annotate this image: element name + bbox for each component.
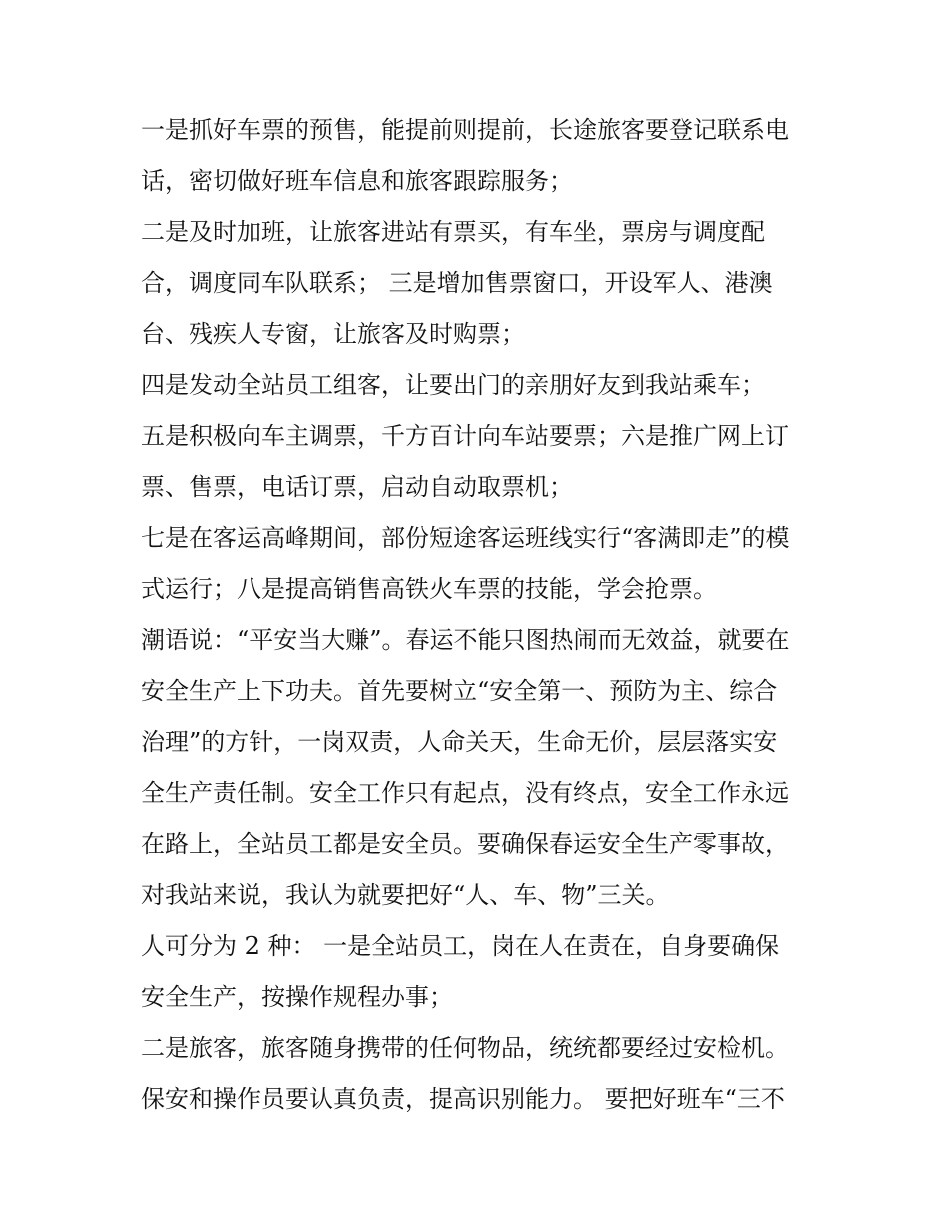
text-line: 四是发动全站员工组客，让要出门的亲朋好友到我站乘车； bbox=[141, 371, 765, 399]
text-line: 在路上，全站员工都是安全员。要确保春运安全生产零事故， bbox=[141, 830, 789, 858]
text-line: 安全生产上下功夫。首先要树立“安全第一、预防为主、综合 bbox=[141, 677, 778, 705]
text-line: 对我站来说，我认为就要把好“人、车、物”三关。 bbox=[141, 881, 670, 909]
text-line: 保安和操作员要认真负责，提高识别能力。 要把好班车“三不 bbox=[141, 1085, 785, 1113]
text-line: 潮语说：“平安当大赚”。春运不能只图热闹而无效益，就要在 bbox=[141, 626, 790, 654]
text-line: 七是在客运高峰期间，部份短途客运班线实行“客满即走”的模 bbox=[141, 524, 790, 552]
text-line: 五是积极向车主调票，千方百计向车站要票；六是推广网上订 bbox=[141, 422, 789, 450]
text-line: 票、售票，电话订票，启动自动取票机； bbox=[141, 473, 573, 501]
text-line: 一是抓好车票的预售，能提前则提前，长途旅客要登记联系电 bbox=[141, 116, 789, 144]
text-line: 安全生产，按操作规程办事； bbox=[141, 983, 453, 1011]
text-line: 全生产责任制。安全工作只有起点，没有终点，安全工作永远 bbox=[141, 779, 789, 807]
text-line: 合，调度同车队联系； 三是增加售票窗口，开设军人、港澳 bbox=[141, 269, 773, 297]
text-line: 人可分为 2 种： 一是全站员工，岗在人在责在，自身要确保 bbox=[141, 932, 780, 960]
text-line: 话，密切做好班车信息和旅客跟踪服务； bbox=[141, 167, 573, 195]
text-line: 二是旅客，旅客随身携带的任何物品，统统都要经过安检机。 bbox=[141, 1034, 789, 1062]
text-line: 台、残疾人专窗，让旅客及时购票； bbox=[141, 320, 525, 348]
text-line: 式运行；八是提高销售高铁火车票的技能，学会抢票。 bbox=[141, 575, 717, 603]
text-line: 治理”的方针，一岗双责，人命关天，生命无价，层层落实安 bbox=[141, 728, 778, 756]
text-line: 二是及时加班，让旅客进站有票买，有车坐，票房与调度配 bbox=[141, 218, 765, 246]
